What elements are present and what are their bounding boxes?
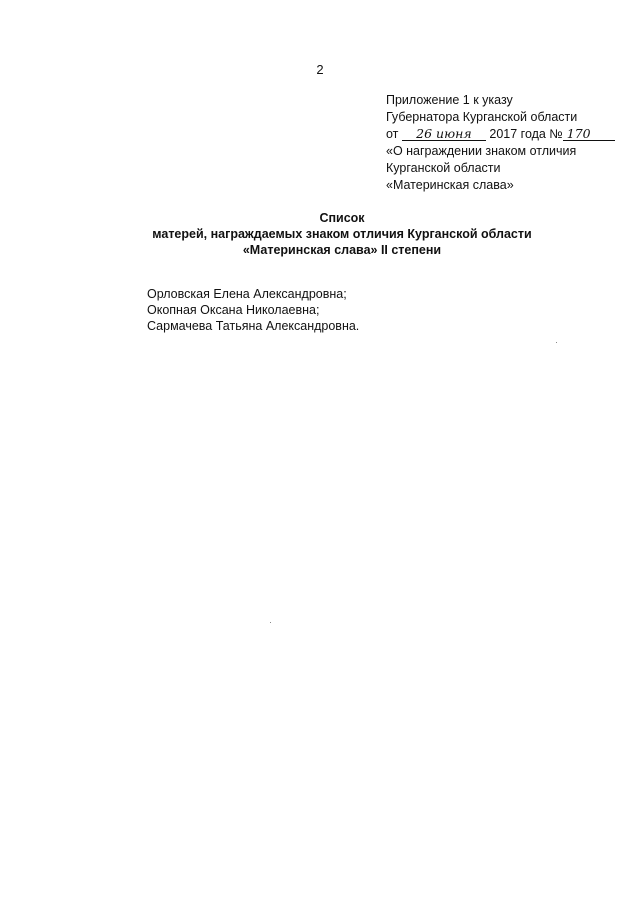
scan-speck	[270, 622, 271, 623]
appendix-line-1: Приложение 1 к указу	[386, 93, 513, 107]
recipient-item: Окопная Оксана Николаевна;	[147, 303, 320, 317]
year-text: 2017 года №	[489, 127, 563, 141]
recipient-item: Орловская Елена Александровна;	[147, 287, 347, 301]
appendix-line-5: Курганской области	[386, 161, 501, 175]
handwritten-date: 26 июня	[402, 127, 486, 141]
recipient-item: Сармачева Татьяна Александровна.	[147, 319, 360, 333]
appendix-line-2: Губернатора Курганской области	[386, 110, 578, 124]
date-prefix: от	[386, 127, 399, 141]
title-line-3: «Материнская слава» II степени	[242, 243, 442, 257]
appendix-line-6: «Материнская слава»	[386, 178, 514, 192]
appendix-block	[386, 92, 626, 194]
appendix-line-4: «О награждении знаком отличия	[386, 144, 577, 158]
title-line-1: Список	[319, 211, 365, 225]
page-number: 2	[316, 62, 324, 77]
scan-speck	[556, 342, 557, 343]
handwritten-number: 170	[563, 127, 615, 141]
document-title	[0, 210, 640, 258]
recipients-list	[147, 286, 359, 334]
appendix-date-line	[386, 126, 626, 143]
title-line-2: матерей, награждаемых знаком отличия Курганской области	[152, 227, 532, 241]
